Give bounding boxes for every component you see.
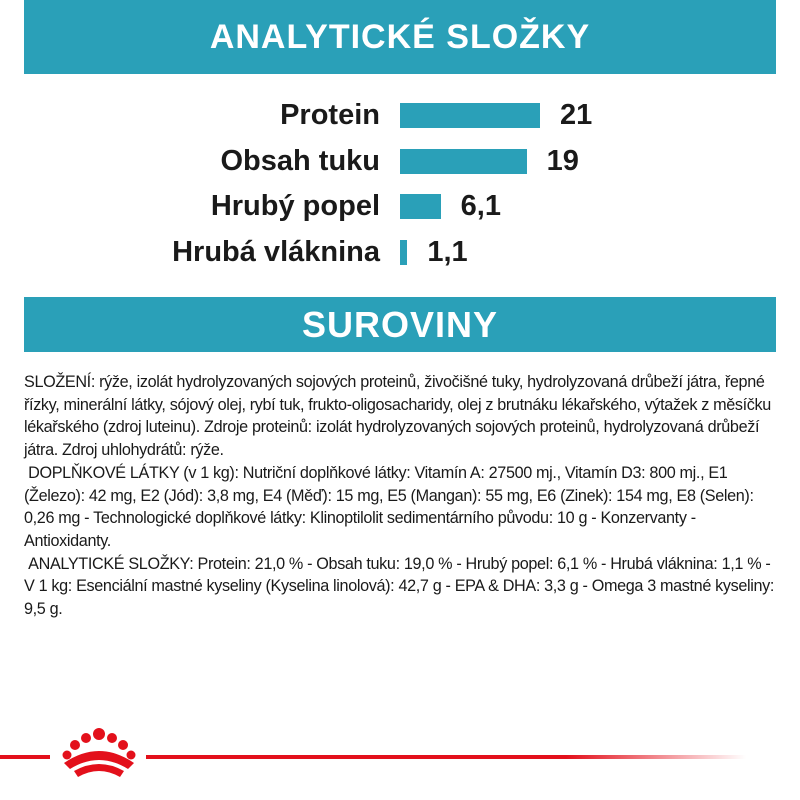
- footer-line-left: [0, 755, 50, 759]
- bar: [400, 240, 407, 265]
- bar: [400, 103, 540, 128]
- bar-row: [0, 186, 800, 230]
- bar-label: Hrubý popel: [210, 190, 380, 222]
- bar-row: [0, 95, 800, 139]
- bar: [400, 149, 527, 174]
- bar-row: [0, 141, 800, 185]
- bar-value-label: 21: [560, 99, 593, 131]
- bar-label: Hrubá vláknina: [172, 235, 380, 268]
- bar: [400, 194, 441, 219]
- bar-value-label: 6,1: [460, 190, 501, 222]
- composition-text: SLOŽENÍ: rýže, izolát hydrolyzovaných sojových proteinů, živočišné tuky, hydrolyzovaná drůbeží játra, řepné řízky, minerální látky, sójový olej, rybí tuk, frukto-oligosacharidy, olej z brutnáku lékařského, výtažek z měsíčku lékařského (zdroj luteinu). Zdroje proteinů: izolát hydrolyzovaných sojových proteinů, hydrolyzovaná drůbeží játra. Zdroj uhlohydrátů: rýže. DOPLŇKOVÉ LÁTKY (v 1 kg): Nutriční doplňkové látky: Vitamín A: 27500 mj., Vitamín D3: 800 mj., E1 (Železo): 42 mg, E2 (Jód): 3,8 mg, E4 (Měď): 15 mg, E5 (Mangan): 55 mg, E6 (Zinek): 154 mg, E8 (Selen): 0,26 mg - Technologické doplňkové látky: Klinoptilolit sedimentárního původu: 10 g - Konzervanty - Antioxidanty. ANALYTICKÉ SLOŽKY: Protein: 21,0 % - Obsah tuku: 19,0 % - Hrubý popel: 6,1 % - Hrubá vláknina: 1,1 % - V 1 kg: Esenciální mastné kyseliny (Kyselina linolová): 42,7 g - EPA & DHA: 3,3 g - Omega 3 mastné kyseliny: 9,5 g.: [24, 373, 775, 619]
- bar-label: Obsah tuku: [220, 144, 380, 177]
- ingredients-banner: [24, 297, 776, 352]
- footer-line-right: [146, 755, 746, 759]
- analytics-title: ANALYTICKÉ SLOŽKY: [209, 17, 591, 56]
- bar-value-label: 1,1: [427, 235, 468, 268]
- brand-footer: [0, 725, 800, 785]
- analytics-banner: [24, 0, 776, 74]
- royal-canin-crown-icon: [56, 725, 142, 781]
- bar-value-label: 19: [546, 144, 579, 177]
- ingredients-title: SUROVINY: [301, 303, 499, 345]
- bar-row: [0, 232, 800, 276]
- bar-label: Protein: [280, 99, 380, 131]
